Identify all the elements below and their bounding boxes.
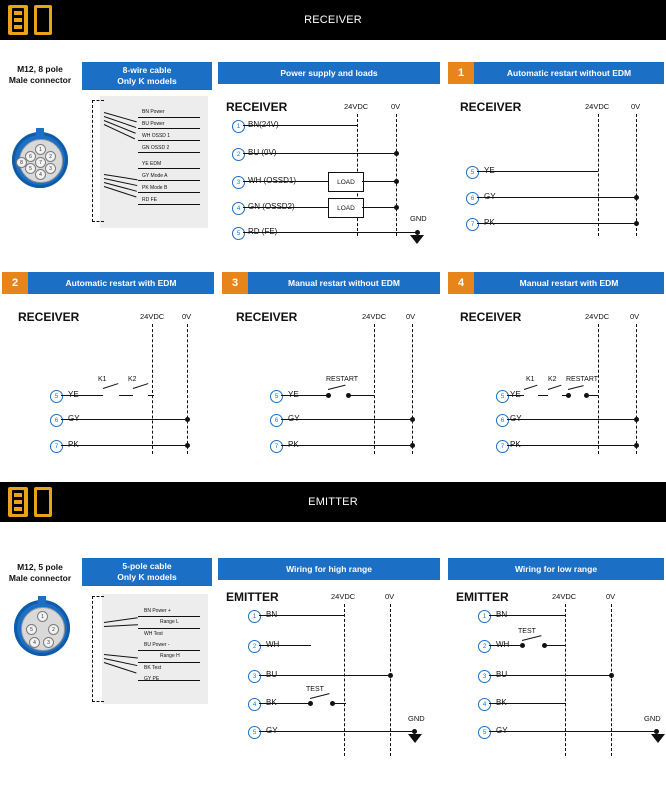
emitter-banner-label: EMITTER — [308, 496, 358, 508]
wire-label: RD FE — [142, 197, 157, 203]
rail-label-0v: 0V — [385, 592, 395, 601]
rail-label-24vdc: 24VDC — [331, 592, 356, 601]
wire-label: YE EDM — [142, 161, 162, 167]
wire-label: GY Mode A — [142, 173, 168, 179]
wire-label: BK Test — [144, 665, 162, 671]
wire-label: BN Power — [142, 109, 165, 115]
wire-label: BU Power - — [144, 642, 170, 648]
diagram-2 — [6, 306, 214, 466]
rail-label-24vdc: 24VDC — [585, 312, 610, 321]
restart-label: RESTART — [326, 376, 359, 383]
terminal: 2 — [478, 640, 491, 653]
terminal: 2 — [248, 640, 261, 653]
terminal: 6 — [270, 414, 283, 427]
terminal: 7 — [270, 440, 283, 453]
terminal: 4 — [478, 698, 491, 711]
rail-label-24vdc: 24VDC — [552, 592, 577, 601]
terminal: 6 — [466, 192, 479, 205]
diagram-1-auto-no-edm — [452, 96, 664, 246]
emitter-banner — [0, 482, 666, 522]
receiver-power-header: Power supply and loads — [218, 62, 440, 84]
wire-label: PK Mode B — [142, 185, 168, 191]
diagram-title: EMITTER — [456, 590, 509, 604]
rail-label-0v: 0V — [182, 312, 192, 321]
diagram-title: EMITTER — [226, 590, 279, 604]
pin-7: 7 — [35, 157, 46, 168]
contact-label-k1: K1 — [526, 376, 535, 383]
terminal: 5 — [232, 227, 245, 240]
emitter-low-range-header: Wiring for low range — [448, 558, 664, 580]
wire-label: BN Power + — [144, 608, 171, 614]
manual-with-edm-header: Manual restart with EDM — [474, 272, 664, 294]
wire-label: WH OSSD 1 — [142, 133, 171, 139]
emitter-cable-header: 5-pole cable Only K models — [82, 558, 212, 586]
contact-label-k2: K2 — [128, 376, 137, 383]
terminal: 5 — [496, 390, 509, 403]
rail-label-0v: 0V — [406, 312, 416, 321]
pin-1: 1 — [35, 144, 46, 155]
diagram-title: RECEIVER — [460, 100, 522, 114]
receiver-cable-bracket — [92, 100, 104, 222]
terminal: 3 — [248, 670, 261, 683]
rail-label-24vdc: 24VDC — [140, 312, 165, 321]
receiver-wire-fan — [104, 96, 208, 228]
terminal: 6 — [50, 414, 63, 427]
restart-label: RESTART — [566, 376, 599, 383]
terminal: 5 — [270, 390, 283, 403]
pin-4: 4 — [29, 637, 40, 648]
terminal: 7 — [466, 218, 479, 231]
emitter-connector-caption: M12, 5 pole Male connector — [8, 562, 72, 584]
pin-3: 3 — [43, 637, 54, 648]
receiver-banner — [0, 0, 666, 40]
gnd-label: GND — [644, 714, 661, 723]
gnd-icon — [410, 235, 424, 244]
wire-label: WH Test — [144, 631, 163, 637]
terminal: 1 — [248, 610, 261, 623]
terminal: 1 — [232, 120, 245, 133]
terminal: 4 — [232, 202, 245, 215]
receiver-m12-connector — [12, 132, 68, 188]
wire-label: BU Power — [142, 121, 165, 127]
diagram-title: RECEIVER — [460, 310, 522, 324]
terminal: 5 — [50, 390, 63, 403]
load-box: LOAD — [328, 198, 364, 218]
terminal: 4 — [248, 698, 261, 711]
gnd-icon — [651, 734, 665, 743]
contact-label-k1: K1 — [98, 376, 107, 383]
terminal: 1 — [478, 610, 491, 623]
terminal: 5 — [466, 166, 479, 179]
test-label: TEST — [518, 628, 536, 635]
receiver-auto-no-edm-header: Automatic restart without EDM — [474, 62, 664, 84]
terminal: 5 — [248, 726, 261, 739]
terminal: 5 — [478, 726, 491, 739]
pin-1: 1 — [37, 611, 48, 622]
emitter-wire-fan — [104, 594, 208, 704]
diagram-title: RECEIVER — [236, 310, 298, 324]
gnd-label: GND — [408, 714, 425, 723]
receiver-banner-label: RECEIVER — [304, 14, 362, 26]
pin-3: 3 — [45, 163, 56, 174]
diagram-number-1: 1 — [448, 62, 474, 84]
terminal: 6 — [496, 414, 509, 427]
wire-label: Range L — [160, 619, 179, 625]
rail-label-24vdc: 24VDC — [362, 312, 387, 321]
sensor-icon — [0, 482, 60, 522]
diagram-number-2: 2 — [2, 272, 28, 294]
rail-label-24vdc: 24VDC — [585, 102, 610, 111]
terminal: 7 — [496, 440, 509, 453]
receiver-cable-header: 8-wire cable Only K models — [82, 62, 212, 90]
pin-2: 2 — [45, 151, 56, 162]
diagram-3 — [226, 306, 440, 466]
rail-label-0v: 0V — [391, 102, 401, 111]
gnd-icon — [408, 734, 422, 743]
wire-label: Range H — [160, 653, 180, 659]
emitter-m12-connector — [14, 600, 70, 656]
rail-label-0v: 0V — [631, 102, 641, 111]
pin-5: 5 — [25, 163, 36, 174]
test-label: TEST — [306, 686, 324, 693]
emitter-cable-bracket — [92, 596, 104, 702]
manual-no-edm-header: Manual restart without EDM — [248, 272, 440, 294]
rail-label-24vdc: 24VDC — [344, 102, 369, 111]
diagram-title: RECEIVER — [18, 310, 80, 324]
pin-4: 4 — [35, 169, 46, 180]
emitter-high-range-header: Wiring for high range — [218, 558, 440, 580]
pin-6: 6 — [25, 151, 36, 162]
terminal: 2 — [232, 148, 245, 161]
diagram-title: RECEIVER — [226, 100, 288, 114]
pin-8: 8 — [16, 157, 27, 168]
terminal: 3 — [478, 670, 491, 683]
terminal: 3 — [232, 176, 245, 189]
load-box: LOAD — [328, 172, 364, 192]
diagram-number-3: 3 — [222, 272, 248, 294]
contact-label-k2: K2 — [548, 376, 557, 383]
power-supply-diagram — [218, 96, 440, 246]
emitter-low-range-diagram — [448, 588, 664, 768]
terminal: 7 — [50, 440, 63, 453]
pin-5: 5 — [26, 624, 37, 635]
emitter-high-range-diagram — [218, 588, 440, 768]
wire-label: GY PE — [144, 676, 160, 682]
diagram-number-4: 4 — [448, 272, 474, 294]
sensor-icon — [0, 0, 60, 40]
receiver-connector-caption: M12, 8 pole Male connector — [8, 64, 72, 86]
wire-label: GN OSSD 2 — [142, 145, 170, 151]
rail-label-0v: 0V — [606, 592, 616, 601]
pin-2: 2 — [48, 624, 59, 635]
gnd-label: GND — [410, 214, 427, 223]
auto-with-edm-header: Automatic restart with EDM — [28, 272, 214, 294]
rail-label-0v: 0V — [630, 312, 640, 321]
diagram-4 — [452, 306, 664, 466]
